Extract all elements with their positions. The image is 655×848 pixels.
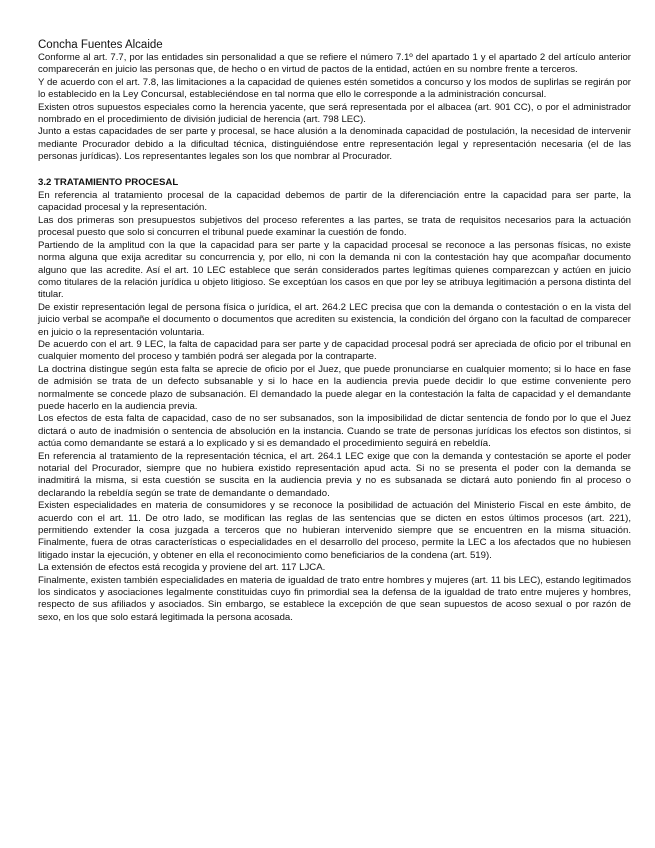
- paragraph: En referencia al tratamiento procesal de la capacidad debemos de partir de la diferenciación entre la capacidad para ser parte, la capacidad procesal y la representación.: [38, 190, 631, 214]
- paragraph: Los efectos de esta falta de capacidad, caso de no ser subsanados, son la imposibilidad de dictar sentencia de fondo por lo que el Juez dictará o auto de inadmisión o sentencia de absolución en la instancia. Cuando se trate de personas jurídicas los efectos son distintos, si actúa como demandante se estará a lo explicado y si es demandado el procedimiento seguirá en rebeldía.: [38, 413, 631, 450]
- paragraph: Partiendo de la amplitud con la que la capacidad para ser parte y la capacidad procesal se reconoce a las personas físicas, no existe norma alguna que exija acreditar su concurrencia y, por ello, ni con la demanda ni con la contestación hay que acompañar documento alguno que las acredite. Así el art. 10 LEC establece que serán considerados partes legítimas quienes comparezcan y actúen en juicio como titulares de la relación jurídica u objeto litigioso. Se exceptúan los casos en que por ley se atribuya legitimación a persona distinta del titular.: [38, 239, 631, 301]
- author-name: Concha Fuentes Alcaide: [38, 39, 163, 51]
- paragraph: En referencia al tratamiento de la representación técnica, el art. 264.1 LEC exige que con la demanda y contestación se aporte el poder notarial del Procurador, siempre que no hubiera existido representación apud acta. Si no se presenta el poder con la demanda se inadmitirá la misma, si esta cuestión se suscita en la audiencia previa y no es subsanada se dictará auto poniendo fin al proceso o declarando la rebeldía según se trate de demandante o demandado.: [38, 450, 631, 499]
- paragraph: Existen especialidades en materia de consumidores y se reconoce la posibilidad de actuación del Ministerio Fiscal en este ámbito, de acuerdo con el art. 11. De otro lado, se modifican las reglas de las sentencias que se dicten en estos últimos procesos (art. 221), permitiendo extender la cosa juzgada a terceros que no hubieran intervenido siempre que se encuentren en la misma situación. Finalmente, fuera de otras características o especialidades en el desarrollo del proceso, permite la LEC a los afectados que no hubiesen litigado instar la ejecución, y obtener en ella el reconocimiento como beneficiarios de la condena (art. 519).: [38, 500, 631, 561]
- paragraph: La extensión de efectos está recogida y proviene del art. 117 LJCA.: [38, 562, 326, 574]
- paragraph: De existir representación legal de persona física o jurídica, el art. 264.2 LEC precisa que con la demanda o contestación o en la vista del juicio verbal se acompañe el documento o documentos que acrediten su existencia, la condición del órgano con la facultad de comparecer en juicio o la representación voluntaria.: [38, 301, 631, 338]
- paragraph: Finalmente, existen también especialidades en materia de igualdad de trato entre hombres y mujeres (art. 11 bis LEC), estando legitimados los sindicatos y asociaciones legalmente constituidas cuyo fin primordial sea la defensa de la igualdad de trato entre mujeres y hombres, respecto de sus afiliados y asociados. Sin embargo, se establece la excepción de que sean supuestos de acoso sexual o por razón de sexo, en los que solo estará legitimada la persona acosada.: [38, 574, 631, 623]
- paragraph: La doctrina distingue según esta falta se aprecie de oficio por el Juez, que puede pronunciarse en cualquier momento; si lo hace en fase de admisión se trata de un defecto subsanable y si lo hace en la audiencia previa puede decidir lo que estime conveniente pero normalmente se concede plazo de subsanación. El demandado la puede alegar en la contestación la falta de capacidad y el demandante puede hacerlo en la audiencia previa.: [38, 363, 631, 412]
- document-page: [38, 38, 631, 624]
- paragraph: Existen otros supuestos especiales como la herencia yacente, que será representada por el albacea (art. 901 CC), o por el administrador nombrado en el procedimiento de división judicial de herencia (art. 798 LEC).: [38, 101, 631, 126]
- paragraph: Las dos primeras son presupuestos subjetivos del proceso referentes a las partes, se trata de requisitos necesarios para la actuación procesal puesto que solo si concurren el tribunal puede examinar la cuestión de fondo.: [38, 214, 631, 239]
- section-heading: 3.2 TRATAMIENTO PROCESAL: [38, 176, 179, 188]
- paragraph: De acuerdo con el art. 9 LEC, la falta de capacidad para ser parte y de capacidad procesal podrá ser apreciada de oficio por el tribunal en cualquier momento del proceso y también podrá ser alegada por la contraparte.: [38, 338, 631, 363]
- paragraph: Junto a estas capacidades de ser parte y procesal, se hace alusión a la denominada capacidad de postulación, la necesidad de intervenir mediante Procurador debido a la dificultad técnica, distinguiéndose entre representación legal y representación necesaria (el de las personas jurídicas). Los representantes legales son los que nombrar al Procurador.: [38, 126, 631, 163]
- paragraph: Conforme al art. 7.7, por las entidades sin personalidad a que se refiere el número 7.1º del apartado 1 y el apartado 2 del artículo anterior comparecerán en juicio las personas que, de hecho o en virtud de pactos de la entidad, actúen en su nombre frente a terceros.: [38, 52, 631, 76]
- paragraph: Y de acuerdo con el art. 7.8, las limitaciones a la capacidad de quienes estén sometidos a concurso y los modos de suplirlas se regirán por lo establecido en la Ley Concursal, estableciéndose en tal norma que ello le corresponde a la administración concursal.: [38, 76, 631, 101]
